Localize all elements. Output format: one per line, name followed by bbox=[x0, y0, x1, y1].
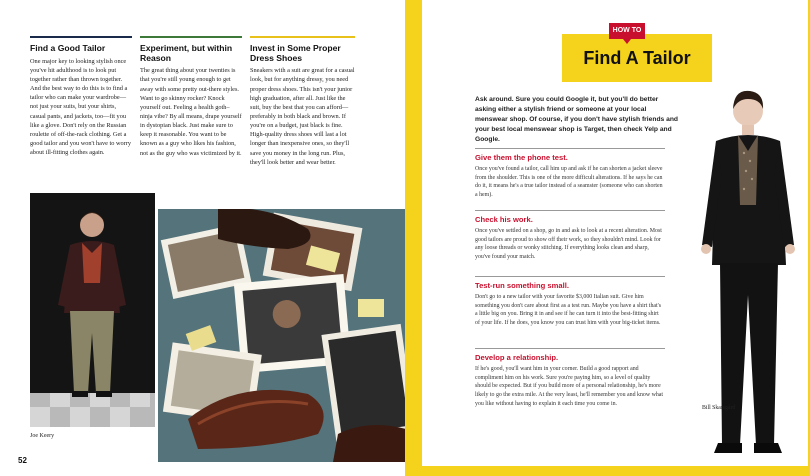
column-rule bbox=[140, 36, 242, 38]
column-heading: Find a Good Tailor bbox=[30, 43, 106, 53]
section-rule bbox=[475, 276, 665, 277]
column-heading: Invest in Some Proper Dress Shoes bbox=[250, 43, 341, 63]
section-rule bbox=[475, 148, 665, 149]
column-find-tailor bbox=[30, 36, 132, 157]
page-number: 52 bbox=[18, 456, 27, 465]
column-experiment bbox=[140, 36, 242, 158]
section-rule bbox=[475, 348, 665, 349]
photo-joe-keery bbox=[30, 193, 155, 427]
right-page bbox=[405, 0, 810, 476]
section-heading: Test-run something small. bbox=[475, 281, 569, 290]
column-rule bbox=[250, 36, 355, 38]
page-title: Find A Tailor bbox=[583, 48, 691, 68]
column-rule bbox=[30, 36, 132, 38]
photo-caption: Bill Skarsgård bbox=[702, 405, 736, 411]
section-body: Don't go to a new tailor with your favorite $3,000 Italian suit. Give him something you don't care about first as a test run. Maybe you have a shirt that's a little big on you. Bring it in and see if he can turn it into the best-fitting shirt of your life. If he does, you know you can trust him with your big-ticket items. bbox=[475, 294, 661, 327]
section-heading: Develop a relationship. bbox=[475, 353, 559, 362]
photo-caption: Joe Keery bbox=[30, 433, 55, 439]
section-phone-test bbox=[475, 148, 665, 200]
section-heading: Check his work. bbox=[475, 215, 533, 224]
column-dress-shoes bbox=[250, 36, 355, 167]
section-test-run bbox=[475, 276, 665, 328]
how-to-badge: HOW TO bbox=[609, 23, 645, 39]
article-panel bbox=[422, 0, 808, 466]
column-body: The great thing about your twenties is that you're still young enough to get away with some pretty out-there styles. Want to go skinny rocker? Knock yourself out. Feeling a health goth–ninja vibe? By all means, drape yourself in dystopian black. Just make sure to keep it reasonable. You want to be known as a guy who likes his fashion, not as the guy who was victimized by it. bbox=[140, 67, 242, 157]
section-rule bbox=[475, 210, 665, 211]
shoe-photo-collage bbox=[158, 209, 406, 462]
intro-text: Ask around. Sure you could Google it, but you'll do better asking either a stylish friend or someone at your local menswear shop. Of course, if you don't have stylish friends and your best local menswear shop is Target, then check Yelp and Google. bbox=[475, 96, 679, 143]
section-heading: Give them the phone test. bbox=[475, 153, 568, 162]
section-body: Once you've found a tailor, call him up and ask if he can shorten a jacket sleeve from the shoulder. This is one of the more difficult alterations. If he says he can do it, it means he's a true tailor instead of a seamster (someone who can shorten a hem). bbox=[475, 166, 663, 199]
section-body: Once you've settled on a shop, go in and ask to look at a recent alteration. Most good tailors are proud to show off their work, so they shouldn't mind. Look for any loose threads or wonky stitching. If everything looks clean and sharp, you've found your match. bbox=[475, 228, 662, 261]
section-check-work bbox=[475, 210, 665, 262]
section-body: If he's good, you'll want him in your corner. Build a good rapport and compliment him on his work. Sure you're paying him, so a level of quality should be expected. But if you build more of a personal relationship, he's more likely to go the extra mile. At the very least, he'll remember you and know what you like without having to explain it each time you come in. bbox=[475, 366, 664, 407]
section-relationship bbox=[475, 348, 665, 409]
column-body: One major key to looking stylish once you've hit adulthood is to look put together rather than thrown together. And the best way to do this is to find a tailor who can make your wardrobe—not just your suits, but your shirts, casual pants, and jackets, too—fit you like a glove. Don't rely on the Russian roulette of off-the-rack clothing. Get a good tailor and you won't have to worry about ill-fitting clothes again. bbox=[30, 57, 131, 157]
column-body: Sneakers with a suit are great for a casual look, but for anything dressy, you need proper dress shoes. This isn't your junior high graduation, after all. Just like the suit, buy the best that you can afford—preferably in both black and brown. If you're on a budget, just black is fine. High-quality dress shoes will last a lot longer than inexpensive ones, so they'll save you money in the long run. Plus, they'll look better and wear better. bbox=[250, 67, 355, 166]
column-heading: Experiment, but within Reason bbox=[140, 43, 233, 63]
